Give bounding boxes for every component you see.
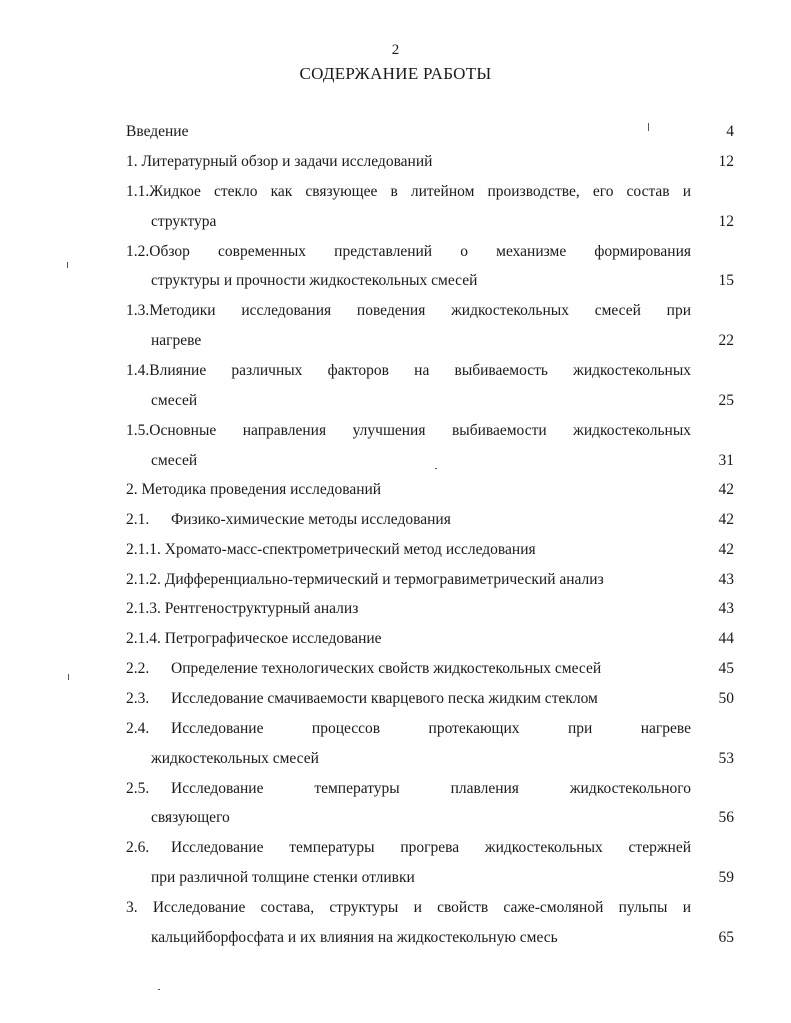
toc-section-number: 2.3.	[126, 690, 150, 707]
toc-entry-2-1-3: 2.1.3. Рентгеноструктурный анализ	[126, 600, 359, 617]
toc-entry-1-2-line-1: 1.2.Обзор современных представлений о механизме формирования	[126, 243, 691, 260]
toc-section-number: 2.1.	[126, 511, 150, 528]
toc-entry-2-1-4: 2.1.4. Петрографическое исследование	[126, 630, 382, 647]
toc-page-number: 25	[718, 392, 734, 409]
scan-speck	[648, 123, 649, 131]
toc-entry-2-6-line-1	[126, 838, 691, 858]
toc-page-number: 43	[718, 571, 734, 588]
toc-entry-1-3-line-2: нагреве	[151, 332, 202, 349]
toc-section-title: Исследование температуры прогрева жидкостекольных стержней	[171, 839, 691, 856]
toc-section-title: Исследование температуры плавления жидкостекольного	[171, 780, 691, 797]
scan-speck	[158, 989, 160, 990]
toc-page-number: 4	[726, 123, 734, 140]
page-title: СОДЕРЖАНИЕ РАБОТЫ	[299, 64, 492, 83]
toc-page-number: 12	[718, 153, 734, 170]
toc-entry-chapter-3-line-2: кальцийборфосфата и их влияния на жидкостекольную смесь	[151, 929, 558, 946]
toc-entry-2-2	[126, 659, 691, 679]
toc-entry-2-5-line-2: связующего	[151, 809, 230, 826]
toc-page-number: 59	[718, 869, 734, 886]
toc-entry-chapter-1: 1. Литературный обзор и задачи исследований	[126, 153, 433, 170]
toc-entry-2-1-2: 2.1.2. Дифференциально-термический и термогравиметрический анализ	[126, 571, 604, 588]
toc-entry-1-2-line-2: структуры и прочности жидкостекольных смесей	[151, 272, 478, 289]
toc-entry-2-6-line-2: при различной толщине стенки отливки	[151, 869, 415, 886]
toc-section-number: 2.5.	[126, 780, 150, 797]
toc-entry-1-5-line-1: 1.5.Основные направления улучшения выбиваемости жидкостекольных	[126, 422, 691, 439]
toc-entry-1-4-line-2: смесей	[151, 392, 198, 409]
toc-entry-chapter-3-line-1: 3. Исследование состава, структуры и свойств саже-смоляной пульпы и	[126, 899, 691, 916]
toc-page-number: 42	[718, 481, 734, 498]
toc-page-number: 15	[718, 272, 734, 289]
toc-section-title: Исследование смачиваемости кварцевого песка жидким стеклом	[171, 690, 598, 707]
toc-entry-2-1	[126, 510, 691, 530]
toc-section-title: Физико-химические методы исследования	[171, 511, 451, 528]
toc-section-number: 2.6.	[126, 839, 150, 856]
toc-entry-2-1-1: 2.1.1. Хромато-масс-спектрометрический метод исследования	[126, 541, 536, 558]
toc-entry-2-4-line-2: жидкостекольных смесей	[151, 750, 319, 767]
toc-entry-intro: Введение	[126, 123, 189, 140]
toc-section-title: Определение технологических свойств жидкостекольных смесей	[171, 660, 602, 677]
toc-page-number: 12	[718, 213, 734, 230]
toc-entry-2-3	[126, 689, 691, 709]
toc-page-number: 65	[718, 929, 734, 946]
toc-entry-chapter-2: 2. Методика проведения исследований	[126, 481, 382, 498]
scan-speck	[68, 674, 69, 680]
toc-entry-1-5-line-2: смесей	[151, 452, 198, 469]
toc-entry-1-3-line-1: 1.3.Методики исследования поведения жидкостекольных смесей при	[126, 302, 691, 319]
toc-page-number: 44	[718, 630, 734, 647]
scan-speck	[435, 468, 437, 469]
toc-page-number: 45	[718, 660, 734, 677]
toc-page-number: 42	[718, 511, 734, 528]
toc-section-title: Исследование процессов протекающих при нагреве	[171, 720, 691, 737]
toc-page-number: 42	[718, 541, 734, 558]
toc-page-number: 43	[718, 600, 734, 617]
toc-entry-1-1-line-2: структура	[151, 213, 217, 230]
toc-page-number: 22	[718, 332, 734, 349]
toc-page-number: 50	[718, 690, 734, 707]
toc-entry-1-4-line-1: 1.4.Влияние различных факторов на выбиваемость жидкостекольных	[126, 362, 691, 379]
toc-section-number: 2.2.	[126, 660, 150, 677]
toc-page-number: 56	[718, 809, 734, 826]
toc-entry-1-1-line-1: 1.1.Жидкое стекло как связующее в литейном производстве, его состав и	[126, 183, 691, 200]
toc-page-number: 53	[718, 750, 734, 767]
toc-page-number: 31	[718, 452, 734, 469]
scan-speck	[67, 262, 68, 268]
toc-entry-2-4-line-1	[126, 719, 691, 739]
page-number: 2	[391, 42, 400, 58]
toc-entry-2-5-line-1	[126, 779, 691, 799]
toc-section-number: 2.4.	[126, 720, 150, 737]
